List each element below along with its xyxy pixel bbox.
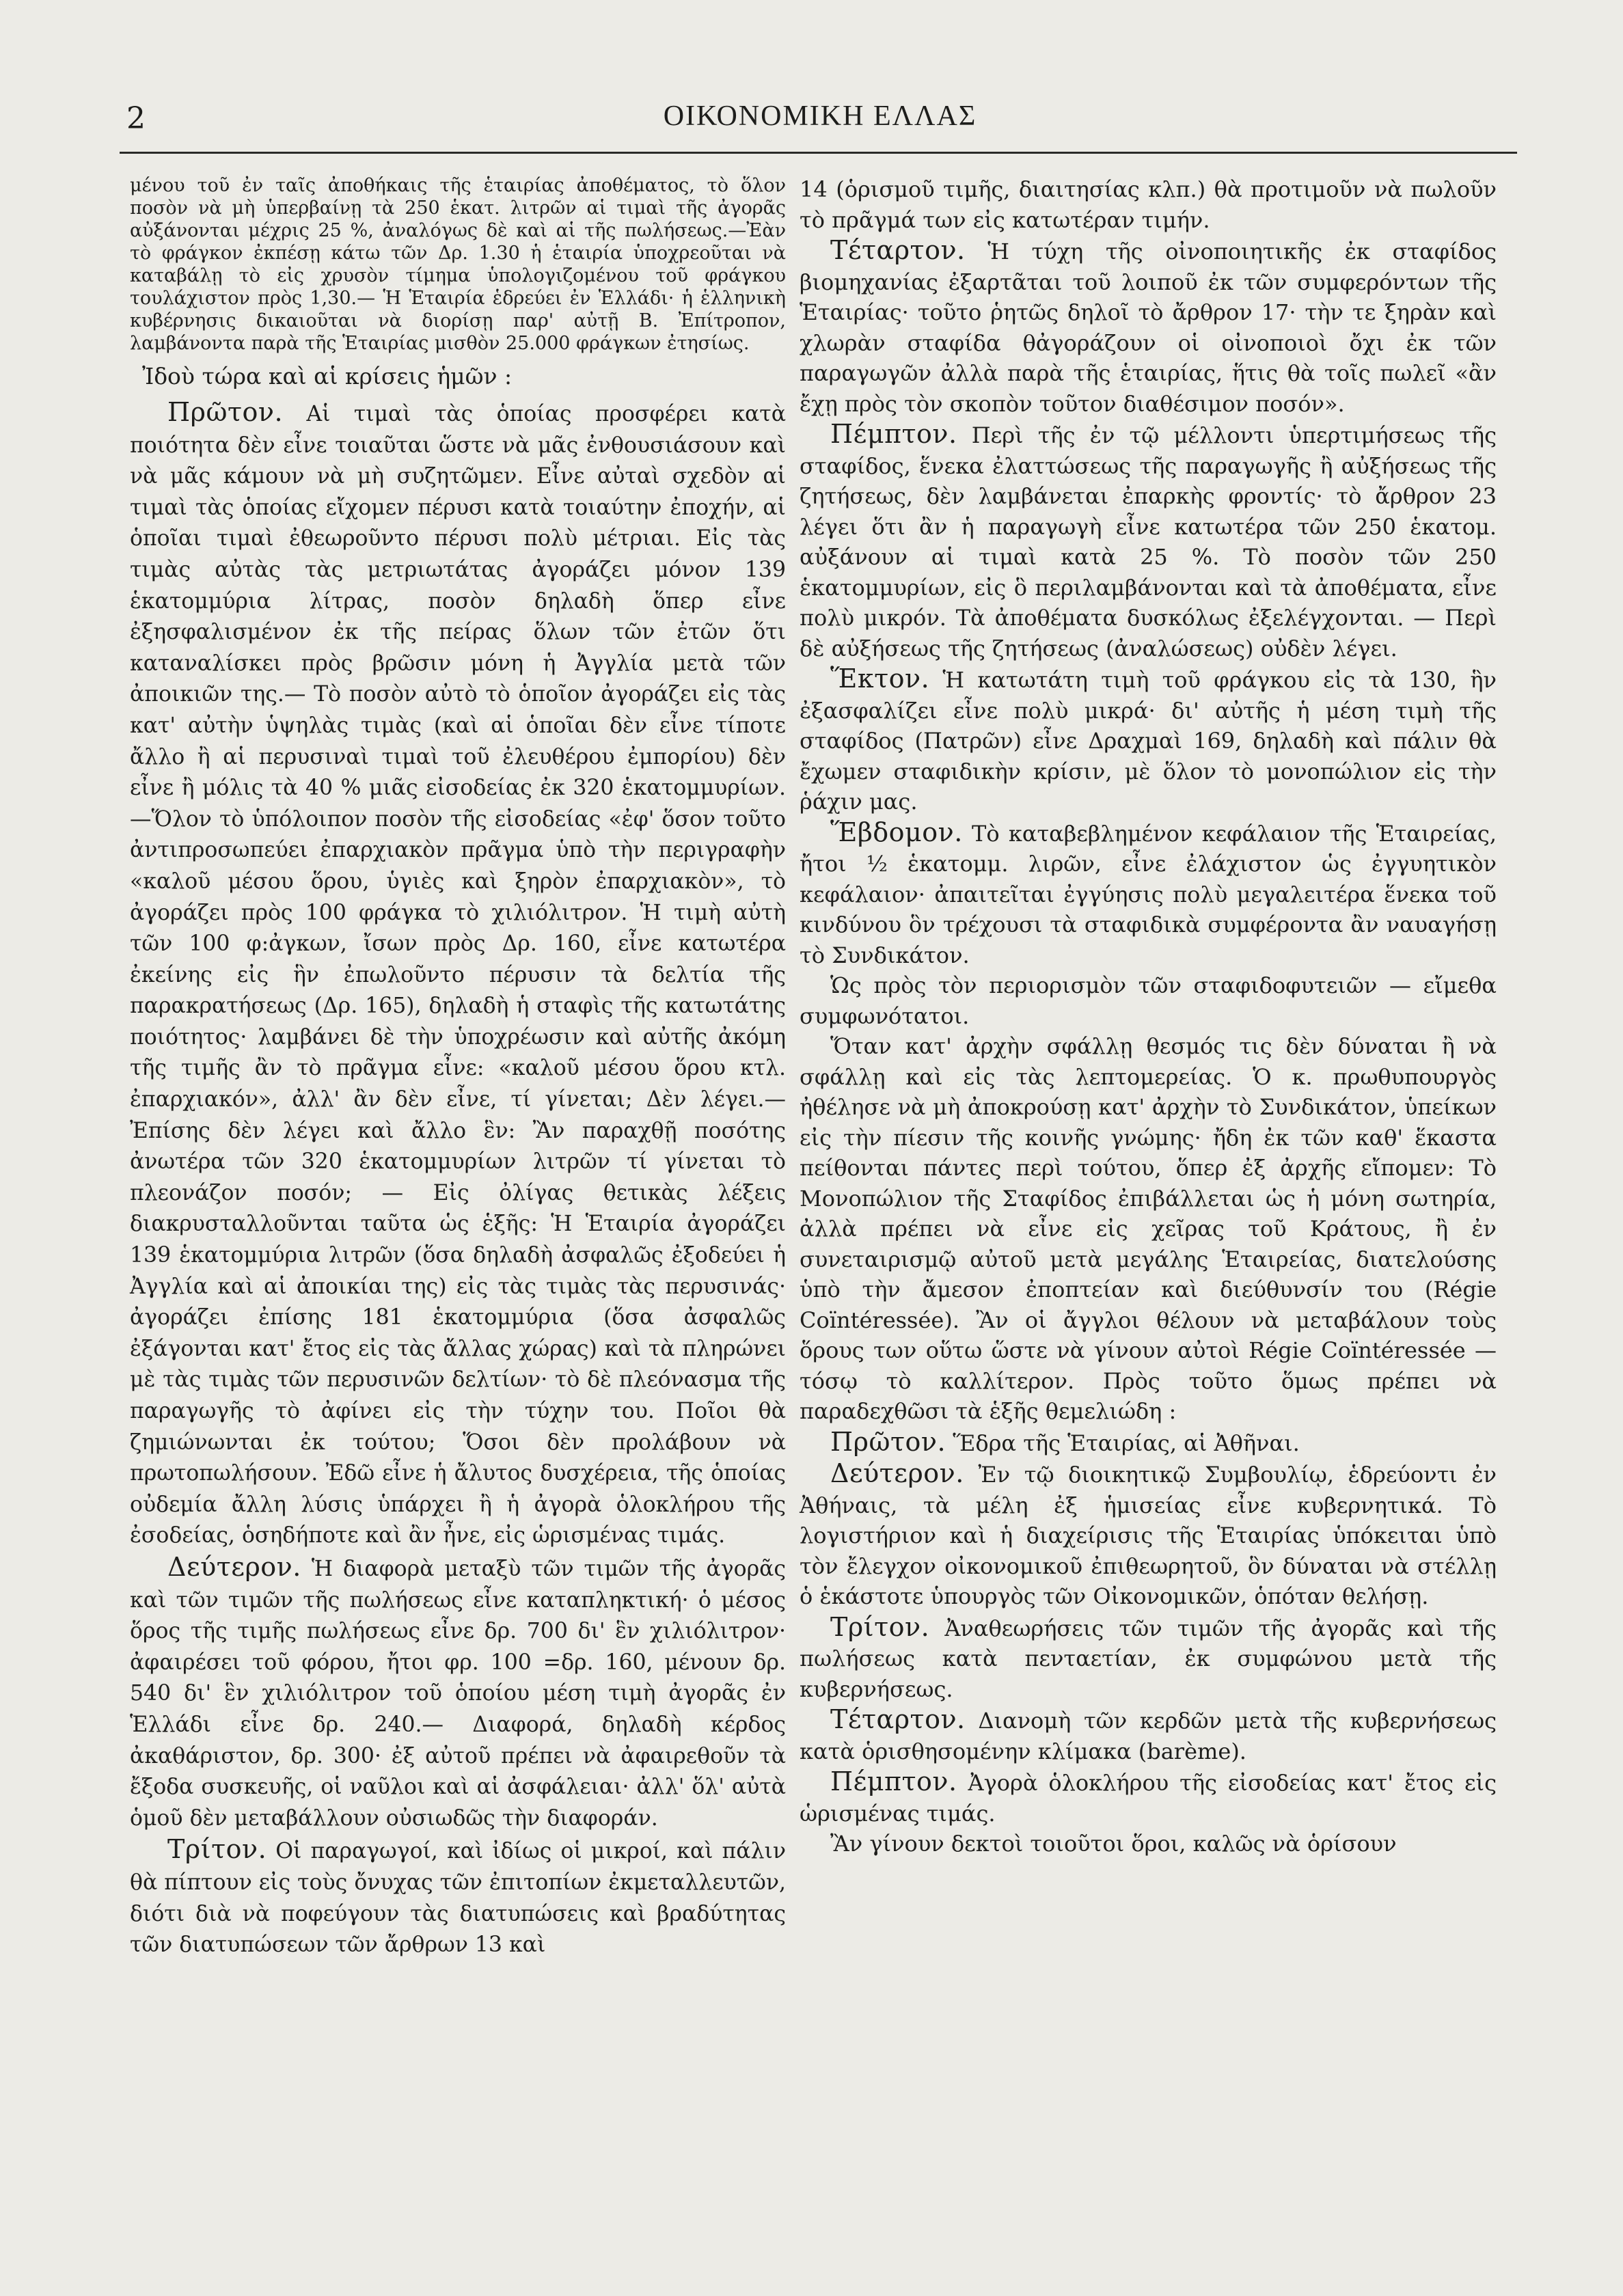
point-text: Αἱ τιμαὶ τὰς ὁποίας προσφέρει κατὰ ποιότητα δὲν εἶνε τοιαῦται ὥστε νὰ μᾶς ἐνθουσιάσουν καὶ νὰ μᾶς κάμουν νὰ μὴ συζητῶμεν. Εἶνε αὐταὶ σχεδὸν αἱ τιμαὶ τὰς ὁποίας εἴχομεν πέρυσι κατὰ τοιαύτην ἐποχήν, αἱ ὁποῖαι τιμαὶ ἐθεωροῦντο πέρυσι πολὺ μέτριαι. Εἰς τὰς τιμὰς αὐτὰς τὰς μετριωτάτας ἀγοράζει μόνον 139 ἑκατομμύρια λίτρας, ποσὸν δηλαδὴ ὅπερ εἶνε ἐξησφαλισμένον ἐκ τῆς πείρας ὅλων τῶν ἐτῶν ὅτι καταναλίσκει πρὸς βρῶσιν μόνη ἡ Ἀγγλία μετὰ τῶν ἀποικιῶν της.— Τὸ ποσὸν αὐτὸ τὸ ὁποῖον ἀγοράζει εἰς τὰς κατ' αὐτὴν ὑψηλὰς τιμὰς (καὶ αἱ ὁποῖαι δὲν εἶνε τίποτε ἄλλο ἢ αἱ περυσιναὶ τιμαὶ τοῦ ἐλευθέρου ἐμπορίου) δὲν εἶνε ἢ μόλις τὰ 40 % μιᾶς εἰσοδείας ἐκ 320 ἑκατομμυρίων.—Ὅλον τὸ ὑπόλοιπον ποσὸν τῆς εἰσοδείας «ἐφ' ὅσον τοῦτο ἀντιπροσωπεύει ἐπαρχιακὸν πρᾶγμα ὑπὸ τὴν περιγραφὴν «καλοῦ μέσου ὅρου, ὑγιὲς καὶ ξηρὸν ἐπαρχιακὸν», τὸ ἀγοράζει πρὸς 100 φράγκα τὸ χιλιόλιτρον. Ἡ τιμὴ αὐτὴ τῶν 100 φ:ἀγκων, ἴσων πρὸς Δρ. 160, εἶνε κατωτέρα ἐκείνης εἰς ἣν ἐπωλοῦντο πέρυσιν τὰ δελτία τῆς παρακρατήσεως (Δρ. 165), δηλαδὴ ἡ σταφὶς τῆς κατωτάτης ποιότητος· λαμβάνει δὲ τὴν ὑποχρέωσιν καὶ αὐτῆς ἀκόμη τῆς τιμῆς ἂν τὸ πρᾶγμα εἶνε: «καλοῦ μέσου ὅρου κτλ. ἐπαρχιακόν», ἀλλ' ἂν δὲν εἶνε, τί γίνεται; Δὲν λέγει.—Ἐπίσης δὲν λέγει καὶ ἄλλο ἓν: Ἂν παραχθῇ ποσότης ἀνωτέρα τῶν 320 ἑκατομμυρίων λιτρῶν τί γίνεται τὸ πλεονάζον ποσόν; — Εἰς ὀλίγας θετικὰς λέξεις διακρυσταλλοῦνται ταῦτα ὡς ἑξῆς: Ἡ Ἑταιρία ἀγοράζει 139 ἑκατομμύρια λιτρῶν (ὅσα δηλαδὴ ἀσφαλῶς ἐξοδεύει ἡ Ἀγγλία καὶ αἱ ἀποικίαι της) εἰς τὰς τιμὰς τὰς περυσινάς· ἀγοράζει ἐπίσης 181 ἑκατομμύρια (ὅσα ἀσφαλῶς ἐξάγονται κατ' ἔτος εἰς τὰς ἄλλας χώρας) καὶ τὰ πληρώνει μὲ τὰς τιμὰς τῶν περυσινῶν δελτίων· τὸ δὲ πλεόνασμα τῆς παραγωγῆς τὸ ἀφίνει εἰς τὴν τύχην του. Ποῖοι θὰ ζημιώνωνται ἐκ τούτου; Ὅσοι δὲν προλάβουν νὰ πρωτοπωλήσουν. Ἐδῶ εἶνε ἡ ἄλυτος δυσχέρεια, τῆς ὁποίας οὐδεμία ἄλλη λύσις ὑπάρχει ἢ ἡ ἀγορὰ ὁλοκλήρου τῆς ἐσοδείας, ὁσηδήποτε καὶ ἂν ἦνε, εἰς ὡρισμένας τιμάς.: [130, 402, 786, 1548]
point-fifth: [800, 419, 1497, 664]
point-text: Ἡ κατωτάτη τιμὴ τοῦ φράγκου εἰς τὰ 130, ἣν ἐξασφαλίζει εἶνε πολὺ μικρά· δι' αὐτῆς ἡ μέση τιμὴ τῆς σταφίδος (Πατρῶν) εἶνε Δραχμαὶ 169, δηλαδὴ καὶ πάλιν θὰ ἔχωμεν σταφιδικὴν κρίσιν, μὲ ὅλον τὸ μονοπώλιον εἰς τὴν ῥάχιν μας.: [800, 667, 1497, 815]
point-text: Ἡ διαφορὰ μεταξὺ τῶν τιμῶν τῆς ἀγορᾶς καὶ τῶν τιμῶν τῆς πωλήσεως εἶνε καταπληκτική· ὁ μέσος ὅρος τῆς τιμῆς πωλήσεως εἶνε δρ. 700 δι' ἓν χιλιόλιτρον· ἀφαιρέσει τοῦ φόρου, ἤτοι φρ. 100 =δρ. 160, μένουν δρ. 540 δι' ἓν χιλιόλιτρον τοῦ ὁποίου μέση τιμὴ ἀγορᾶς ἐν Ἑλλάδι εἶνε δρ. 240.— Διαφορά, δηλαδὴ κέρδος ἀκαθάριστον, δρ. 300· ἐξ αὐτοῦ πρέπει νὰ ἀφαιρεθοῦν τὰ ἔξοδα συσκευῆς, οἱ ναῦλοι καὶ αἱ ἀσφάλειαι· ἀλλ' ὅλ' αὐτὰ ὁμοῦ δὲν μεταβάλλουν οὐσιωδῶς τὴν διαφοράν.: [130, 1556, 787, 1831]
term-text: Διανομὴ τῶν κερδῶν μετὰ τῆς κυβερνήσεως κατὰ ὁρισθησομένην κλίμακα (barème).: [800, 1708, 1497, 1764]
term-first: [800, 1427, 1497, 1459]
term-label: Τρίτον.: [830, 1611, 930, 1642]
point-label: Τέταρτον.: [830, 235, 966, 265]
point-label: Δεύτερον.: [167, 1551, 301, 1582]
left-column: [130, 174, 786, 1961]
term-second: [800, 1458, 1497, 1612]
small-print-note: μένου τοῦ ἐν ταῖς ἀποθήκαις τῆς ἑταιρίας ἀποθέματος, τὸ ὅλον ποσὸν νὰ μὴ ὑπερβαίνῃ τὰ 250 ἑκατ. λιτρῶν αἱ τιμαὶ τῆς ἀγορᾶς αὐξάνονται μέχρις 25 %, ἀναλόγως δὲ καὶ αἱ τῆς πωλήσεως.—Ἐὰν τὸ φράγκον ἐκπέσῃ κάτω τῶν Δρ. 1.30 ἡ ἑταιρία ὑποχρεοῦται νὰ καταβάλῃ τὸ εἰς χρυσὸν τίμημα ὑπολογιζομένου τοῦ φράγκου τουλάχιστον πρὸς 1,30.— Ἡ Ἑταιρία ἑδρεύει ἐν Ἑλλάδι· ἡ ἑλληνικὴ κυβέρνησις δικαιοῦται νὰ διορίσῃ παρ' αὐτῇ Β. Ἐπίτροπον, λαμβάνοντα παρὰ τῆς Ἑταιρίας μισθὸν 25.000 φράγκων ἐτησίως.: [130, 175, 786, 354]
point-label: Ἕβδομον.: [830, 817, 963, 847]
point-third: [130, 1834, 786, 1960]
point-label: Ἕκτον.: [830, 664, 930, 694]
point-seventh: [800, 817, 1497, 971]
conclusion-paragraph: Ὅταν κατ' ἀρχὴν σφάλλῃ θεσμός τις δὲν δύναται ἢ νὰ σφάλλῃ καὶ εἰς τὰς λεπτομερείας. Ὁ κ. πρωθυπουργὸς ἠθέλησε νὰ μὴ ἀποκρούσῃ κατ' ἀρχὴν τὸ Συνδικάτον, ὑπείκων εἰς τὴν πίεσιν τῆς κοινῆς γνώμης· ἤδη ἐκ τῶν καθ' ἕκαστα πείθονται πάντες περὶ τούτου, ὅπερ ἐξ ἀρχῆς εἴπομεν: Τὸ Μονοπώλιον τῆς Σταφίδος ἐπιβάλλεται ὡς ἡ μόνη σωτηρία, ἀλλὰ πρέπει νὰ εἶνε εἰς χεῖρας τοῦ Κράτους, ἢ ἐν συνεταιρισμῷ αὐτοῦ μετὰ μεγάλης Ἑταιρείας, διατελούσης ὑπὸ τὴν ἄμεσον ἐποπτείαν καὶ διεύθυνσίν του (Régie Coïntéressée). Ἂν οἱ ἄγγλοι θέλουν νὰ μεταβάλουν τοὺς ὅρους των οὕτω ὥστε νὰ γίνουν αὐτοὶ Régie Coïntéressée — τόσῳ τὸ καλλίτερον. Πρὸς τοῦτο ὅμως πρέπει νὰ παραδεχθῶσι τὰ ἑξῆς θεμελιώδη :: [800, 1033, 1497, 1424]
term-label: Πρῶτον.: [830, 1426, 946, 1457]
term-fourth: [800, 1704, 1497, 1766]
term-label: Δεύτερον.: [830, 1458, 964, 1488]
header-rule: [120, 152, 1517, 154]
continued-text: 14 (ὁρισμοῦ τιμῆς, διαιτησίας κλπ.) θὰ προτιμοῦν νὰ πωλοῦν τὸ πρᾶγμά των εἰς κατωτέραν τιμήν.: [800, 176, 1497, 233]
judgements-intro: Ἰδοὺ τώρα καὶ αἱ κρίσεις ἡμῶν :: [142, 363, 513, 390]
point-fourth: [800, 235, 1497, 419]
term-fifth: [800, 1766, 1497, 1829]
point-first: [130, 397, 786, 1552]
point-label: Πρῶτον.: [167, 397, 284, 427]
point-text: Ἡ τύχη τῆς οἰνοποιητικῆς ἐκ σταφίδος βιομηχανίας ἐξαρτᾶται τοῦ λοιποῦ ἐκ τῶν συμφερόντων τῆς Ἑταιρίας· τοῦτο ῥητῶς δηλοῖ τὸ ἄρθρον 17· τὴν τε ξηρὰν καὶ χλωρὰν σταφίδα θἀγοράζουν οἱ οἰνοποιοὶ ὄχι ἐκ τῶν παραγωγῶν ἀλλὰ παρὰ τῆς ἑταιρίας, ἥτις θὰ τοῖς πωλεῖ «ἂν ἔχῃ πρὸς τὸν σκοπὸν τοῦτον διαθέσιμον ποσόν».: [800, 238, 1497, 417]
term-label: Πέμπτον.: [830, 1766, 957, 1796]
running-title: ΟΙΚΟΝΟΜΙΚΗ ΕΛΛΑΣ: [663, 100, 977, 132]
point-sixth: [800, 664, 1497, 817]
right-column: [800, 174, 1497, 1859]
term-text: Ἐν τῷ διοικητικῷ Συμβουλίῳ, ἑδρεύοντι ἐν Ἀθήναις, τὰ μέλη ἐξ ἡμισείας εἶνε κυβερνητικά. Τὸ λογιστήριον καὶ ἡ διαχείρισις τῆς Ἑταιρίας ὑπόκειται ὑπὸ τὸν ἔλεγχον οἰκονομικοῦ ἐπιθεωρητοῦ, ὃν δύναται νὰ στέλλῃ ὁ ἑκάστοτε ὑπουργὸς τῶν Οἰκονομικῶν, ὁπόταν θελήσῃ.: [800, 1462, 1497, 1609]
term-text: Ἕδρα τῆς Ἑταιρίας, αἱ Ἀθῆναι.: [953, 1430, 1300, 1456]
point-label: Πέμπτον.: [830, 419, 957, 449]
term-third: [800, 1612, 1497, 1705]
page-number: 2: [126, 101, 146, 136]
point-text: Περὶ τῆς ἐν τῷ μέλλοντι ὑπερτιμήσεως τῆς σταφίδος, ἕνεκα ἐλαττώσεως τῆς παραγωγῆς ἢ αὐξήσεως τῆς ζητήσεως, δὲν λαμβάνεται ἐπαρκὴς φροντίς· τὸ ἄρθρον 23 λέγει ὅτι ἂν ἡ παραγωγὴ εἶνε κατωτέρα τῶν 250 ἑκατομ. αὐξάνουν αἱ τιμαὶ κατὰ 25 %. Τὸ ποσὸν τῶν 250 ἑκατομμυρίων, εἰς ὃ περιλαμβάνονται καὶ τὰ ἀποθέματα, εἶνε πολὺ μικρόν. Τὰ ἀποθέματα δυσκόλως ἐξελέγχονται. — Περὶ δὲ αὐξήσεως τῆς ζητήσεως (ἀναλώσεως) οὐδὲν λέγει.: [800, 422, 1497, 661]
final-fragment: Ἂν γίνουν δεκτοὶ τοιοῦτοι ὅροι, καλῶς νὰ ὁρίσουν: [830, 1831, 1397, 1857]
term-label: Τέταρτον.: [830, 1704, 966, 1734]
point-second: [130, 1552, 786, 1834]
term-text: Ἀγορὰ ὁλοκλήρου τῆς εἰσοδείας κατ' ἔτος εἰς ὡρισμένας τιμάς.: [800, 1770, 1497, 1827]
term-text: Ἀναθεωρήσεις τῶν τιμῶν τῆς ἀγορᾶς καὶ τῆς πωλήσεως κατὰ πενταετίαν, ἐκ συμφώνου μετὰ τῆς κυβερνήσεως.: [800, 1615, 1497, 1702]
point-text: Τὸ καταβεβλημένον κεφάλαιον τῆς Ἑταιρείας, ἤτοι ½ ἑκατομμ. λιρῶν, εἶνε ἐλάχιστον ὡς ἐγγυητικὸν κεφάλαιον· ἀπαιτεῖται ἐγγύησις πολὺ μεγαλειτέρα ἕνεκα τοῦ κινδύνου ὃν τρέχουσι τὰ σταφιδικὰ συμφέροντα ἂν ναυαγήσῃ τὸ Συνδικάτον.: [800, 820, 1497, 968]
point-label: Τρίτον.: [167, 1834, 267, 1865]
page-header: [126, 96, 1514, 144]
restriction-paragraph: Ὡς πρὸς τὸν περιορισμὸν τῶν σταφιδοφυτειῶν — εἴμεθα συμφωνότατοι.: [800, 972, 1497, 1029]
point-text: Οἱ παραγωγοί, καὶ ἰδίως οἱ μικροί, καὶ πάλιν θὰ πίπτουν εἰς τοὺς ὄνυχας τῶν ἐπιτοπίων ἐκμεταλλευτῶν, διότι διὰ νὰ ποφεύγουν τὰς διατυπώσεις καὶ βραδύτητας τῶν διατυπώσεων τῶν ἄρθρων 13 καὶ: [130, 1839, 786, 1958]
